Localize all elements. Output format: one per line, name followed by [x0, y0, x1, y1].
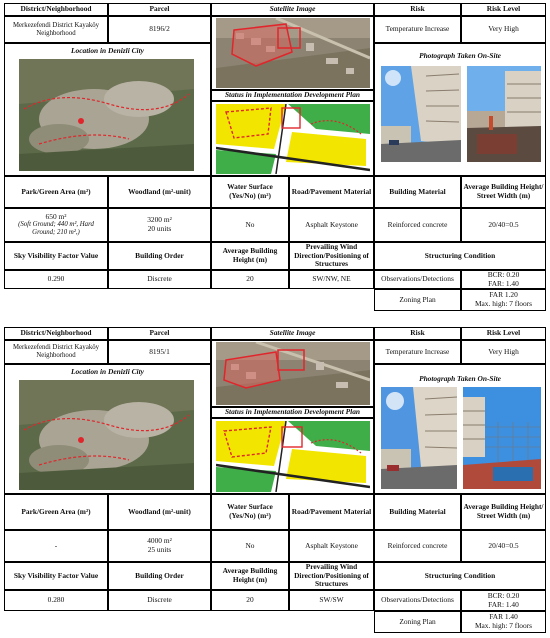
observations-value	[461, 270, 546, 289]
road-header: Road/Pavement Material	[289, 176, 374, 208]
road-value: Asphalt Keystone	[289, 530, 374, 562]
zoning-value	[461, 611, 546, 633]
photo-cell	[374, 364, 546, 494]
height-value: 20	[211, 590, 289, 611]
wind-value: SW/SW	[289, 590, 374, 611]
sky-header: Sky Visibility Factor Value	[4, 242, 108, 270]
zoning-far: FAR 1.40	[489, 612, 518, 622]
ratio-value: 20/40=0.5	[461, 208, 546, 242]
road-header: Road/Pavement Material	[289, 494, 374, 530]
woodland-value: 3200 m²	[147, 215, 172, 225]
risk-value: Temperature Increase	[374, 340, 461, 364]
parcel-header: Parcel	[108, 3, 211, 16]
parcel-header: Parcel	[108, 327, 211, 340]
sky-header: Sky Visibility Factor Value	[4, 562, 108, 590]
district-header: District/Neighborhood	[4, 3, 108, 16]
woodland-value: 4000 m²	[147, 536, 172, 546]
park-value: -	[4, 530, 108, 562]
woodland-header: Woodland (m²-unit)	[108, 494, 211, 530]
ratio-value: 20/40=0.5	[461, 530, 546, 562]
satellite-image-cell	[211, 340, 374, 407]
parcel-value: 8195/1	[108, 340, 211, 364]
observations-label: Observations/Detections	[374, 270, 461, 289]
risk-level-value: Very High	[461, 340, 546, 364]
woodland-value-cell	[108, 530, 211, 562]
sky-value: 0.280	[4, 590, 108, 611]
photo-title: Photograph Taken On-Site	[419, 51, 501, 60]
sky-value: 0.290	[4, 270, 108, 289]
wind-header: Prevailing Wind Direction/Positioning of Structures	[289, 242, 374, 270]
structuring-header: Structuring Condition	[374, 242, 546, 270]
woodland-value-cell	[108, 208, 211, 242]
risk-header: Risk	[374, 3, 461, 16]
park-header: Park/Green Area (m²)	[4, 494, 108, 530]
water-value: No	[211, 530, 289, 562]
development-plan-image	[216, 421, 370, 492]
far-value: FAR: 1.40	[488, 599, 519, 609]
parcel-table-2	[4, 327, 546, 635]
height-header: Average Building Height (m)	[211, 562, 289, 590]
zoning-max-height: Max. high: 7 floors	[474, 299, 533, 308]
height-header: Average Building Height (m)	[211, 242, 289, 270]
site-photo-right	[463, 387, 541, 489]
far-value: FAR: 1.40	[488, 278, 519, 288]
location-cell	[4, 43, 211, 176]
water-value: No	[211, 208, 289, 242]
order-value: Discrete	[108, 270, 211, 289]
woodland-header: Woodland (m²-unit)	[108, 176, 211, 208]
status-title: Status in Implementation Development Plan	[211, 407, 374, 418]
wind-value: SW/NW, NE	[289, 270, 374, 289]
city-location-map	[19, 380, 194, 490]
order-header: Building Order	[108, 562, 211, 590]
site-photo-left	[381, 387, 457, 489]
material-value: Reinforced concrete	[374, 530, 461, 562]
height-value: 20	[211, 270, 289, 289]
parcel-value: 8196/2	[108, 16, 211, 43]
risk-level-header: Risk Level	[461, 327, 546, 340]
location-title: Location in Denizli City	[71, 46, 144, 55]
zoning-label: Zoning Plan	[374, 289, 461, 311]
photo-title: Photograph Taken On-Site	[419, 374, 501, 383]
zoning-label: Zoning Plan	[374, 611, 461, 633]
woodland-units: 20 units	[147, 224, 172, 233]
structuring-header: Structuring Condition	[374, 562, 546, 590]
material-header: Building Material	[374, 494, 461, 530]
park-header: Park/Green Area (m²)	[4, 176, 108, 208]
location-cell	[4, 364, 211, 494]
plan-image-cell	[211, 418, 374, 494]
water-header: Water Surface (Yes/No) (m²)	[211, 176, 289, 208]
parcel-table-1	[4, 3, 546, 311]
risk-header: Risk	[374, 327, 461, 340]
district-header: District/Neighborhood	[4, 327, 108, 340]
risk-value: Temperature Increase	[374, 16, 461, 43]
satellite-header: Satellite Image	[211, 327, 374, 340]
satellite-image	[216, 342, 370, 405]
observations-value	[461, 590, 546, 611]
park-value-cell	[4, 208, 108, 242]
park-value: 650 m²	[45, 211, 67, 221]
woodland-units: 25 units	[147, 545, 172, 554]
park-detail: (Soft Ground; 440 m², Hard Ground; 210 m²,)	[18, 221, 94, 237]
plan-image-cell	[211, 101, 374, 176]
water-header: Water Surface (Yes/No) (m²)	[211, 494, 289, 530]
district-value: Merkezefendi District Kayaköy Neighborhood	[4, 340, 108, 364]
ratio-header: Average Building Height/ Street Width (m)	[461, 494, 546, 530]
satellite-image-cell	[211, 16, 374, 90]
status-title: Status in Implementation Development Plan	[211, 90, 374, 101]
wind-header: Prevailing Wind Direction/Positioning of Structures	[289, 562, 374, 590]
zoning-far: FAR 1.20	[489, 290, 518, 300]
order-header: Building Order	[108, 242, 211, 270]
zoning-max-height: Max. high: 7 floors	[474, 621, 533, 630]
site-photo-left	[381, 66, 461, 162]
material-header: Building Material	[374, 176, 461, 208]
location-title: Location in Denizli City	[71, 367, 144, 376]
district-value: Merkezefendi District Kayaköy Neighborhood	[4, 16, 108, 43]
photo-cell	[374, 43, 546, 176]
observations-label: Observations/Detections	[374, 590, 461, 611]
bcr-value: BCR: 0.20	[487, 590, 520, 600]
risk-level-header: Risk Level	[461, 3, 546, 16]
risk-level-value: Very High	[461, 16, 546, 43]
site-photo-right	[467, 66, 541, 162]
order-value: Discrete	[108, 590, 211, 611]
city-location-map	[19, 59, 194, 171]
development-plan-image	[216, 104, 370, 174]
road-value: Asphalt Keystone	[289, 208, 374, 242]
material-value: Reinforced concrete	[374, 208, 461, 242]
zoning-value	[461, 289, 546, 311]
bcr-value: BCR: 0.20	[487, 269, 520, 279]
satellite-image	[216, 18, 370, 88]
ratio-header: Average Building Height/ Street Width (m)	[461, 176, 546, 208]
satellite-header: Satellite Image	[211, 3, 374, 16]
